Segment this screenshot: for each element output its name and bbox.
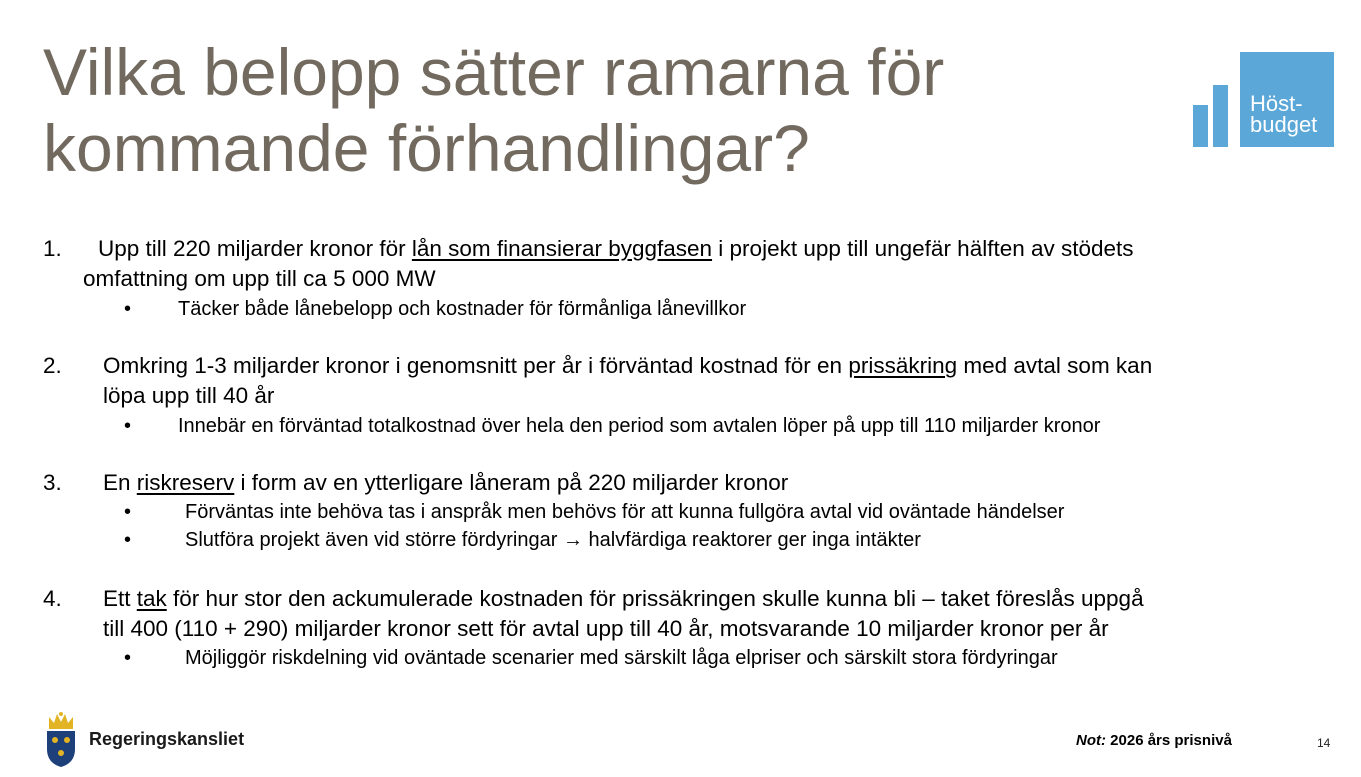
item-underlined-term: tak	[136, 586, 167, 611]
item-text-rest: i form av en ytterligare låneram på 220 miljarder kronor	[234, 470, 789, 495]
bullet-glyph: •	[124, 529, 132, 551]
title-line-1: Vilka belopp sätter ramarna för	[43, 35, 945, 109]
item-underlined-term: lån som finansierar byggfasen	[411, 236, 713, 261]
sub-bullet-text: Täcker både lånebelopp och kostnader för förmånliga lånevillkor	[178, 298, 747, 320]
org-name: Regeringskansliet	[89, 729, 245, 749]
logo-bar-tall	[1213, 85, 1228, 147]
bullet-glyph: •	[124, 298, 132, 320]
sub-bullet-text: Förväntas inte behöva tas i anspråk men behövs för att kunna fullgöra avtal vid oväntade händelser	[185, 501, 1065, 523]
sub-bullet-text: Innebär en förväntad totalkostnad över hela den period som avtalen löper på upp till 110 miljarder kronor	[178, 415, 1101, 437]
logo-bar-short	[1193, 105, 1208, 147]
slide-title	[43, 34, 1143, 186]
list-number: 2.	[43, 353, 62, 378]
item-text: Ett	[103, 586, 137, 611]
bullet-glyph: •	[124, 647, 132, 669]
bullet-glyph: •	[124, 501, 132, 523]
list-item-line-2: till 400 (110 + 290) miljarder kronor sett för avtal upp till 40 år, motsvarande 10 miljarder kronor per år	[103, 616, 1109, 641]
list-item-line-1	[103, 468, 788, 498]
list-item-line-2: löpa upp till 40 år	[103, 383, 275, 408]
title-line-2: kommande förhandlingar?	[43, 111, 810, 185]
logo-text-line-1: Höst-	[1250, 91, 1303, 116]
bullet-glyph: •	[124, 415, 132, 437]
item-text-rest: i projekt upp till ungefär hälften av stödets	[712, 236, 1134, 261]
item-text-rest: med avtal som kan	[957, 353, 1153, 378]
logo-box	[1240, 52, 1334, 147]
footnote-text: 2026 års prisnivå	[1106, 732, 1232, 749]
hostbudget-logo	[1193, 52, 1334, 147]
government-crest-icon	[43, 711, 79, 767]
logo-text-line-2: budget	[1250, 112, 1318, 137]
item-text: Omkring 1-3 miljarder kronor i genomsnitt per år i förväntad kostnad för en	[103, 353, 849, 378]
item-text: En	[103, 470, 137, 495]
item-text-rest: för hur stor den ackumulerade kostnaden för prissäkringen skulle kunna bli – taket föreslås uppgå	[166, 586, 1144, 611]
list-number: 1.	[43, 236, 62, 261]
page-number: 14	[1317, 736, 1331, 750]
footnote	[1076, 732, 1232, 749]
list-number: 4.	[43, 586, 62, 611]
footnote-label: Not:	[1076, 732, 1106, 749]
logo-text	[1250, 93, 1317, 135]
sub-bullet-text: Slutföra projekt även vid större fördyringar → halvfärdiga reaktorer ger inga intäkter	[185, 529, 921, 551]
item-text: Upp till 220 miljarder kronor för	[98, 236, 412, 261]
list-item-line-1	[103, 351, 1152, 381]
list-item-line-2: omfattning om upp till ca 5 000 MW	[83, 266, 436, 291]
item-underlined-term: riskreserv	[136, 470, 235, 495]
item-underlined-term: prissäkring	[848, 353, 958, 378]
sub-bullet-text: Möjliggör riskdelning vid oväntade scenarier med särskilt låga elpriser och särskilt stora fördyringar	[185, 647, 1058, 669]
list-item-line-1	[103, 584, 1144, 614]
list-item-line-1	[98, 234, 1134, 264]
list-number: 3.	[43, 470, 62, 495]
